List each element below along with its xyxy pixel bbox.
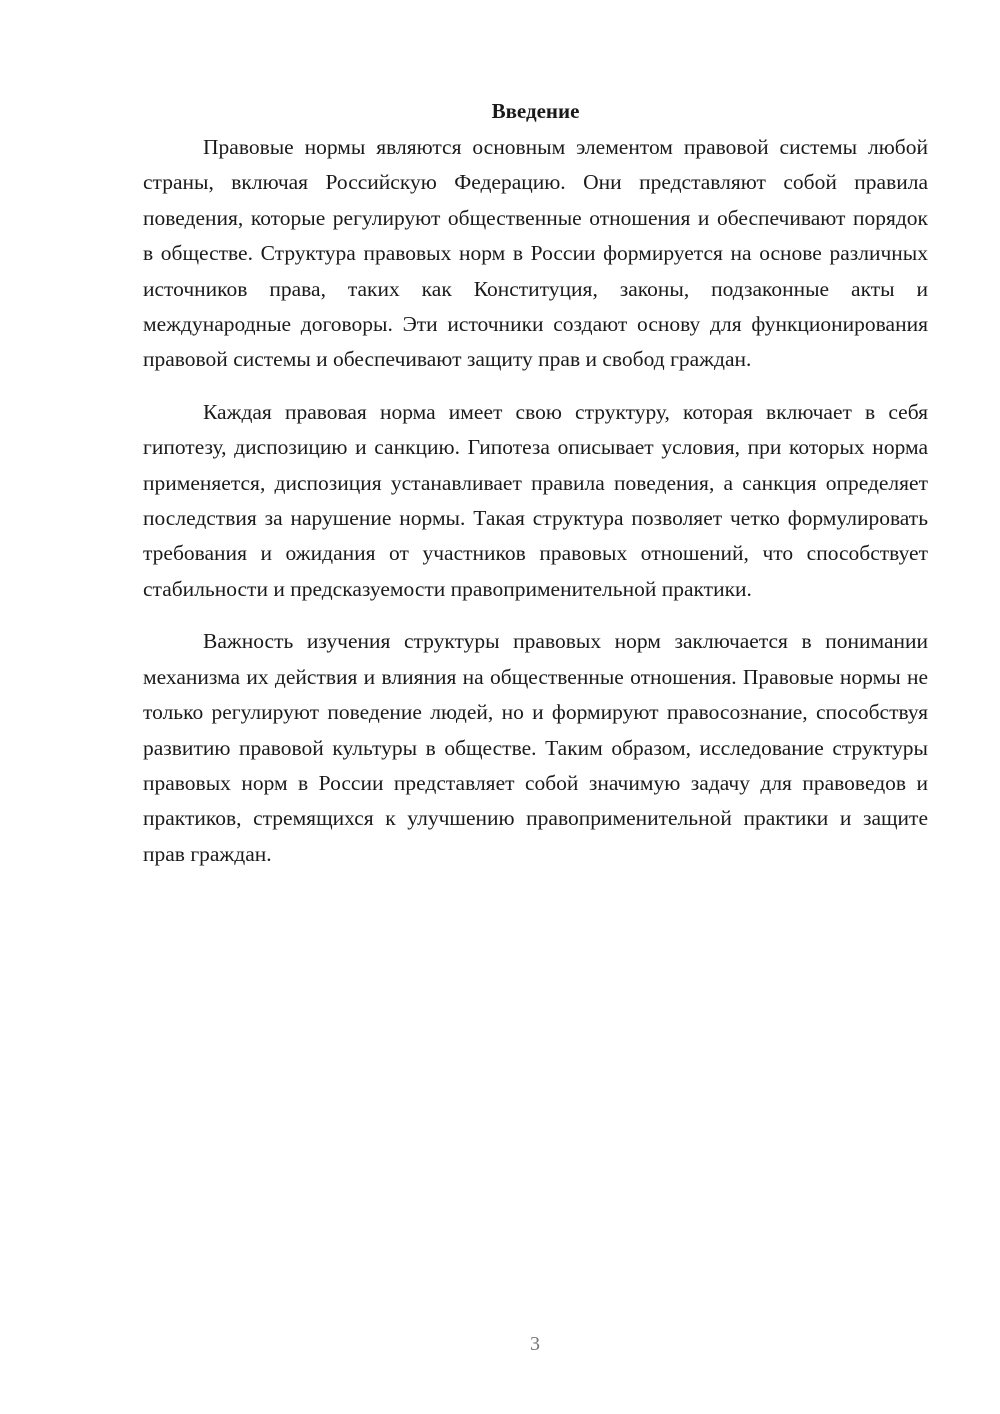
page-content <box>143 96 928 889</box>
paragraph-1: Правовые нормы являются основным элементом правовой системы любой страны, включая Российскую Федерацию. Они представляют собой правила поведения, которые регулируют общественные отношения и обеспечивают порядок в обществе. Структура правовых норм в России формируется на основе различных источников права, таких как Конституция, законы, подзаконные акты и международные договоры. Эти источники создают основу для функционирования правовой системы и обеспечивают защиту прав и свобод граждан. <box>143 135 928 372</box>
page-number: 3 <box>530 1333 540 1355</box>
paragraph-3: Важность изучения структуры правовых норм заключается в понимании механизма их действия и влияния на общественные отношения. Правовые нормы не только регулируют поведение людей, но и формируют правосознание, способствуя развитию правовой культуры в обществе. Таким образом, исследование структуры правовых норм в России представляет собой значимую задачу для правоведов и практиков, стремящихся к улучшению правоприменительной практики и защите прав граждан. <box>143 629 928 866</box>
section-heading: Введение <box>491 99 580 123</box>
paragraph-2: Каждая правовая норма имеет свою структуру, которая включает в себя гипотезу, диспозицию и санкцию. Гипотеза описывает условия, при которых норма применяется, диспозиция устанавливает правила поведения, а санкция определяет последствия за нарушение нормы. Такая структура позволяет четко формулировать требования и ожидания от участников правовых отношений, что способствует стабильности и предсказуемости правоприменительной практики. <box>143 399 928 601</box>
